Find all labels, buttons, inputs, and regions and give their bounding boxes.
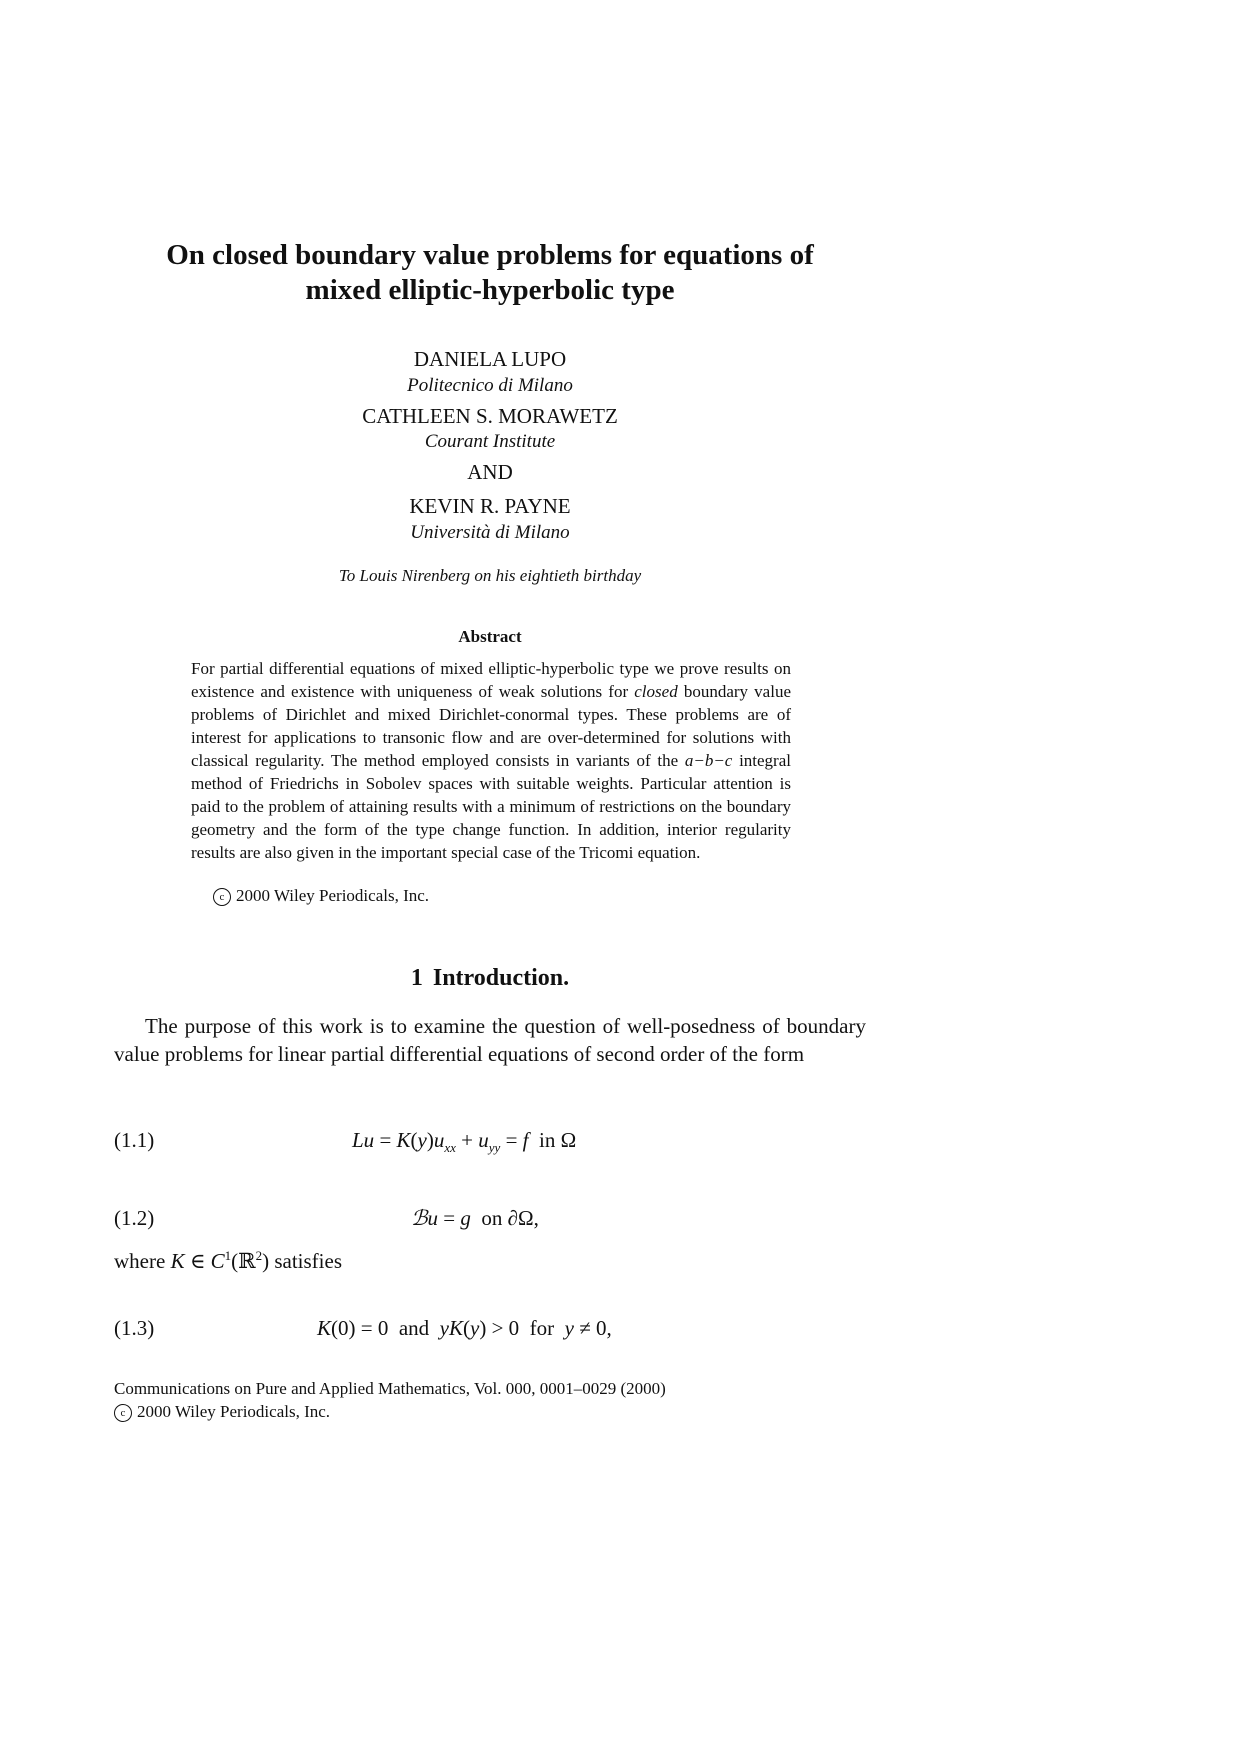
author-name: CATHLEEN S. MORAWETZ — [362, 404, 618, 428]
copyright-icon: c — [114, 1404, 132, 1422]
where-clause: where K ∈ $C^1(ℝ^2)$ satisfies — [114, 1248, 342, 1273]
section-title: Introduction. — [432, 965, 570, 991]
equation-1-3: K(0) = 0 and yK(y) > 0 for y ≠ 0, — [317, 1316, 612, 1340]
intro-paragraph — [114, 1012, 866, 1068]
abstract-math: a−b−c — [684, 751, 733, 770]
author-and: AND — [467, 460, 513, 484]
abstract-text: For partial differential equations of mixed elliptic-hyperbolic type we prove results on existence and existence with uniqueness of weak solutions for — [191, 659, 791, 701]
abstract-heading: Abstract — [458, 627, 522, 646]
abstract-copyright — [213, 886, 429, 906]
paper-title — [100, 238, 880, 308]
title-line-2: mixed elliptic-hyperbolic type — [305, 274, 675, 306]
author-affiliation: Courant Institute — [424, 431, 556, 452]
journal-citation: Communications on Pure and Applied Mathematics, Vol. 000, 0001–0029 (2000) — [114, 1379, 666, 1398]
author-name: DANIELA LUPO — [413, 347, 567, 371]
equation-number: (1.1) — [114, 1128, 155, 1152]
where-word: where — [114, 1249, 166, 1273]
equation-1-2: ℬu = g on ∂Ω, — [411, 1206, 539, 1230]
equation-number: (1.2) — [114, 1206, 155, 1230]
footer-copyright — [114, 1400, 666, 1423]
title-line-1: On closed boundary value problems for equations of — [166, 239, 814, 271]
dedication: To Louis Nirenberg on his eightieth birthday — [338, 566, 642, 585]
copyright-text: 2000 Wiley Periodicals, Inc. — [236, 886, 430, 905]
author-affiliation: Università di Milano — [410, 522, 570, 543]
abstract-emphasis: closed — [634, 682, 678, 701]
abstract-body — [191, 657, 791, 864]
abstract-text: boundary value problems of Dirichlet and mixed Dirichlet-conormal types. These problems are of interest for applications to transonic flow and are over-determined for solutions with classical regularity. The method employed consists in variants of the — [191, 682, 791, 770]
section-number: 1 — [410, 965, 423, 991]
copyright-text: 2000 Wiley Periodicals, Inc. — [137, 1402, 331, 1421]
abstract-text: integral method of Friedrichs in Sobolev spaces with suitable weights. Particular attention is paid to the problem of attaining results with a minimum of restrictions on the boundary geometry and the form of the type change function. In addition, interior regularity results are also given in the important special case of the Tricomi equation. — [191, 751, 791, 862]
page-footer — [114, 1377, 666, 1423]
copyright-icon: c — [213, 888, 231, 906]
equation-number: (1.3) — [114, 1316, 155, 1340]
equation-1-1: $Lu = K(y)u_{xx} + u_{yy} = f$ in Ω — [352, 1128, 577, 1156]
intro-text: The purpose of this work is to examine the question of well-posedness of boundary value problems for linear partial differential equations of second order of the form — [114, 1014, 866, 1066]
satisfies-word: satisfies — [274, 1249, 342, 1273]
author-affiliation: Politecnico di Milano — [407, 375, 573, 396]
section-heading — [390, 965, 590, 992]
author-name: KEVIN R. PAYNE — [409, 494, 571, 518]
